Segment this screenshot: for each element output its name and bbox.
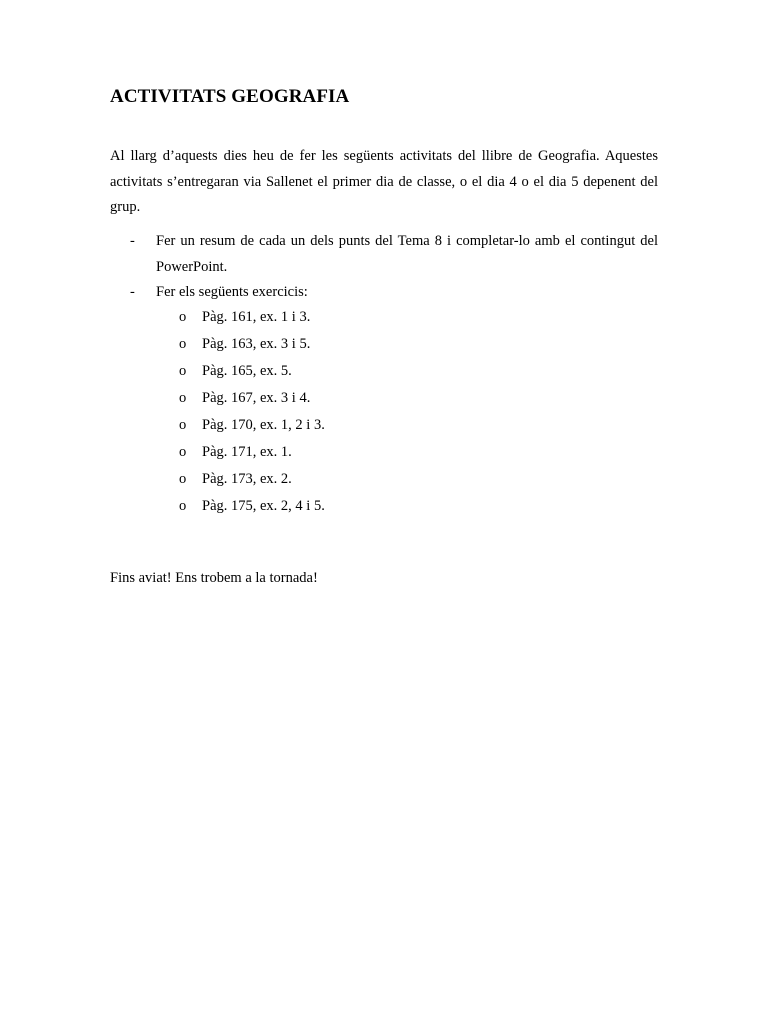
exercise-text: Pàg. 170, ex. 1, 2 i 3.: [202, 417, 325, 433]
closing-line: Fins aviat! Ens trobem a la tornada!: [110, 570, 318, 586]
exercise-item: [179, 439, 325, 466]
task-item-summary: [110, 229, 658, 280]
circle-bullet-icon: o: [179, 336, 187, 352]
exercise-text: Pàg. 165, ex. 5.: [202, 363, 292, 379]
task-text: Fer un resum de cada un dels punts del Tema 8 i completar-lo amb el contingut del PowerPoint.: [156, 233, 658, 275]
exercise-item: [179, 385, 325, 412]
exercise-text: Pàg. 161, ex. 1 i 3.: [202, 309, 311, 325]
exercise-text: Pàg. 163, ex. 3 i 5.: [202, 336, 311, 352]
circle-bullet-icon: o: [179, 309, 187, 325]
exercise-text: Pàg. 173, ex. 2.: [202, 471, 292, 487]
dash-bullet-icon: -: [130, 284, 135, 300]
exercise-list: [179, 304, 325, 520]
exercise-text: Pàg. 171, ex. 1.: [202, 444, 292, 460]
exercise-text: Pàg. 167, ex. 3 i 4.: [202, 390, 311, 406]
exercise-item: [179, 493, 325, 520]
circle-bullet-icon: o: [179, 471, 187, 487]
circle-bullet-icon: o: [179, 363, 187, 379]
dash-bullet-icon: -: [130, 233, 135, 249]
circle-bullet-icon: o: [179, 390, 187, 406]
circle-bullet-icon: o: [179, 498, 187, 514]
exercise-item: [179, 412, 325, 439]
intro-paragraph: Al llarg d’aquests dies heu de fer les següents activitats del llibre de Geografia. Aquestes activitats s’entregaran via Sallenet el primer dia de classe, o el dia 4 o el dia 5 depenent del grup.: [110, 148, 658, 215]
circle-bullet-icon: o: [179, 417, 187, 433]
exercise-item: [179, 466, 325, 493]
exercise-item: [179, 331, 325, 358]
task-item-exercises: [110, 280, 658, 306]
circle-bullet-icon: o: [179, 444, 187, 460]
task-text: Fer els següents exercicis:: [156, 284, 308, 300]
exercise-item: [179, 358, 325, 385]
exercise-text: Pàg. 175, ex. 2, 4 i 5.: [202, 498, 325, 514]
document-title: ACTIVITATS GEOGRAFIA: [110, 86, 350, 107]
task-list: [110, 229, 658, 306]
exercise-item: [179, 304, 325, 331]
